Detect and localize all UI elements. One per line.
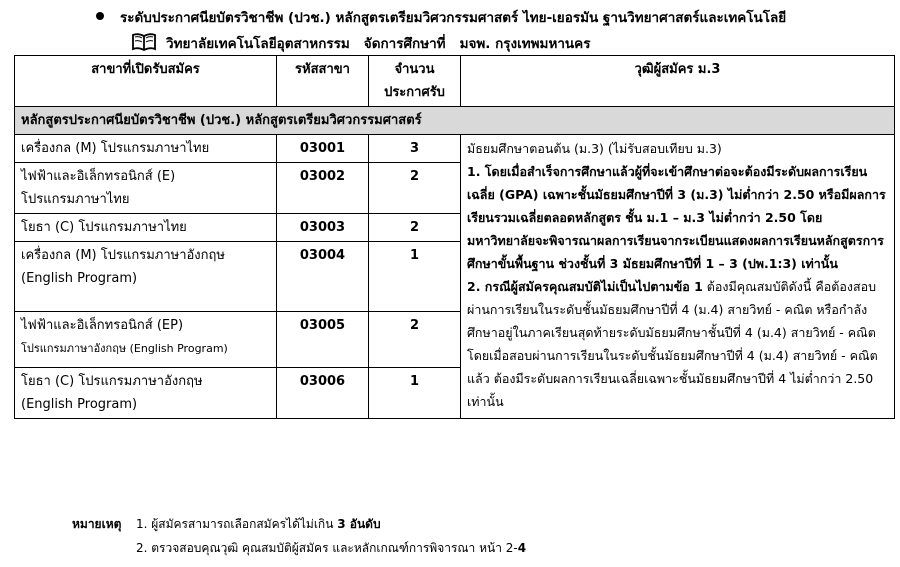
seats-cell: 2 — [369, 163, 461, 214]
seats-cell: 1 — [369, 368, 461, 419]
code-cell: 03002 — [277, 163, 369, 214]
seats-cell: 2 — [369, 214, 461, 242]
table-header-row — [15, 56, 895, 107]
code-cell: 03005 — [277, 312, 369, 368]
seats-cell: 1 — [369, 242, 461, 312]
code-cell: 03003 — [277, 214, 369, 242]
note-2: 2. ตรวจสอบคุณวุฒิ คุณสมบัติผู้สมัคร และหลักเกณฑ์การพิจารณา หน้า 2-4 — [136, 541, 527, 555]
major-cell: เครื่องกล (M) โปรแกรมภาษาอังกฤษ (English Program) — [15, 242, 277, 312]
major-cell: เครื่องกล (M) โปรแกรมภาษาไทย — [15, 135, 277, 163]
location-name: มจพ. กรุงเทพมหานคร — [459, 36, 591, 52]
bullet-icon — [96, 12, 104, 20]
college-name: วิทยาลัยเทคโนโลยีอุตสาหกรรม — [166, 36, 350, 52]
qualification-item-1: 1. โดยเมื่อสำเร็จการศึกษาแล้วผู้ที่จะเข้าศึกษาต่อจะต้องมีระดับผลการเรียนเฉลี่ย (GPA) เฉพาะชั้นมัธยมศึกษาปีที่ 3 (ม.3) ไม่ต่ำกว่า 2.50 หรือมีผลการเรียนรวมเฉลี่ยตลอดหลักสูตร ชั้น ม.1 – ม.3 ไม่ต่ำกว่า 2.50 โดยมหาวิทยาลัยจะพิจารณาผลการเรียนจากระเบียนแสดงผลการเรียนหลักสูตรการศึกษาขั้นพื้นฐาน ช่วงชั้นที่ 3 มัธยมศึกษาปีที่ 1 – 3 (ปพ.1:3) เท่านั้น — [467, 164, 886, 271]
header-qualification: วุฒิผู้สมัคร ม.3 — [461, 56, 895, 107]
major-cell: ไฟฟ้าและอิเล็กทรอนิกส์ (EP) โปรแกรมภาษาอังกฤษ (English Program) — [15, 312, 277, 368]
major-cell: โยธา (C) โปรแกรมภาษาอังกฤษ (English Program) — [15, 368, 277, 419]
qualification-item-2: ต้องมีคุณสมบัติดังนี้ คือต้องสอบผ่านการเรียนในระดับชั้นมัธยมศึกษาปีที่ 4 (ม.4) สายวิทย์ - คณิต หรือกำลังศึกษาอยู่ในภาคเรียนสุดท้ายระดับมัธยมศึกษาชั้นปีที่ 4 (ม.4) สายวิทย์ - คณิต โดยเมื่อสอบผ่านการเรียนในระดับชั้นมัธยมศึกษาปีที่ 4 (ม.4) สายวิทย์ - คณิตแล้ว ต้องมีระดับผลการเรียนเฉลี่ยเฉพาะชั้นมัธยมศึกษาปีที่ 4 ไม่ต่ำกว่า 2.50 เท่านั้น — [467, 279, 878, 409]
seats-cell: 2 — [369, 312, 461, 368]
qualification-item-2-bold: 2. กรณีผู้สมัครคุณสมบัติไม่เป็นไปตามข้อ 1 — [467, 279, 703, 294]
book-icon — [132, 33, 156, 51]
notes-label: หมายเหตุ — [72, 517, 122, 531]
major-cell: โยธา (C) โปรแกรมภาษาไทย — [15, 214, 277, 242]
majors-table — [14, 55, 895, 419]
note-1: หมายเหตุ 1. ผู้สมัครสามารถเลือกสมัครได้ไม่เกิน 3 อันดับ — [72, 512, 526, 536]
qualification-cell — [461, 135, 895, 419]
header-line-1 — [96, 6, 786, 28]
seats-cell: 3 — [369, 135, 461, 163]
qualification-intro: มัธยมศึกษาตอนต้น (ม.3) (ไม่รับสอบเทียบ ม.3) — [467, 141, 722, 156]
code-cell: 03006 — [277, 368, 369, 419]
header-major: สาขาที่เปิดรับสมัคร — [15, 56, 277, 107]
section-title: หลักสูตรประกาศนียบัตรวิชาชีพ (ปวช.) หลักสูตรเตรียมวิศวกรรมศาสตร์ — [15, 107, 895, 135]
header-code: รหัสสาขา — [277, 56, 369, 107]
table-row — [15, 135, 895, 163]
major-cell: ไฟฟ้าและอิเล็กทรอนิกส์ (E) โปรแกรมภาษาไทย — [15, 163, 277, 214]
section-row — [15, 107, 895, 135]
notes — [72, 512, 526, 560]
header-seats: จำนวน ประกาศรับ — [369, 56, 461, 107]
location-label: จัดการศึกษาที่ — [363, 36, 446, 52]
program-level-title: ระดับประกาศนียบัตรวิชาชีพ (ปวช.) หลักสูตรเตรียมวิศวกรรมศาสตร์ ไทย-เยอรมัน ฐานวิทยาศาสตร์และเทคโนโลยี — [120, 10, 787, 26]
code-cell: 03004 — [277, 242, 369, 312]
code-cell: 03001 — [277, 135, 369, 163]
header-line-2 — [132, 32, 590, 54]
